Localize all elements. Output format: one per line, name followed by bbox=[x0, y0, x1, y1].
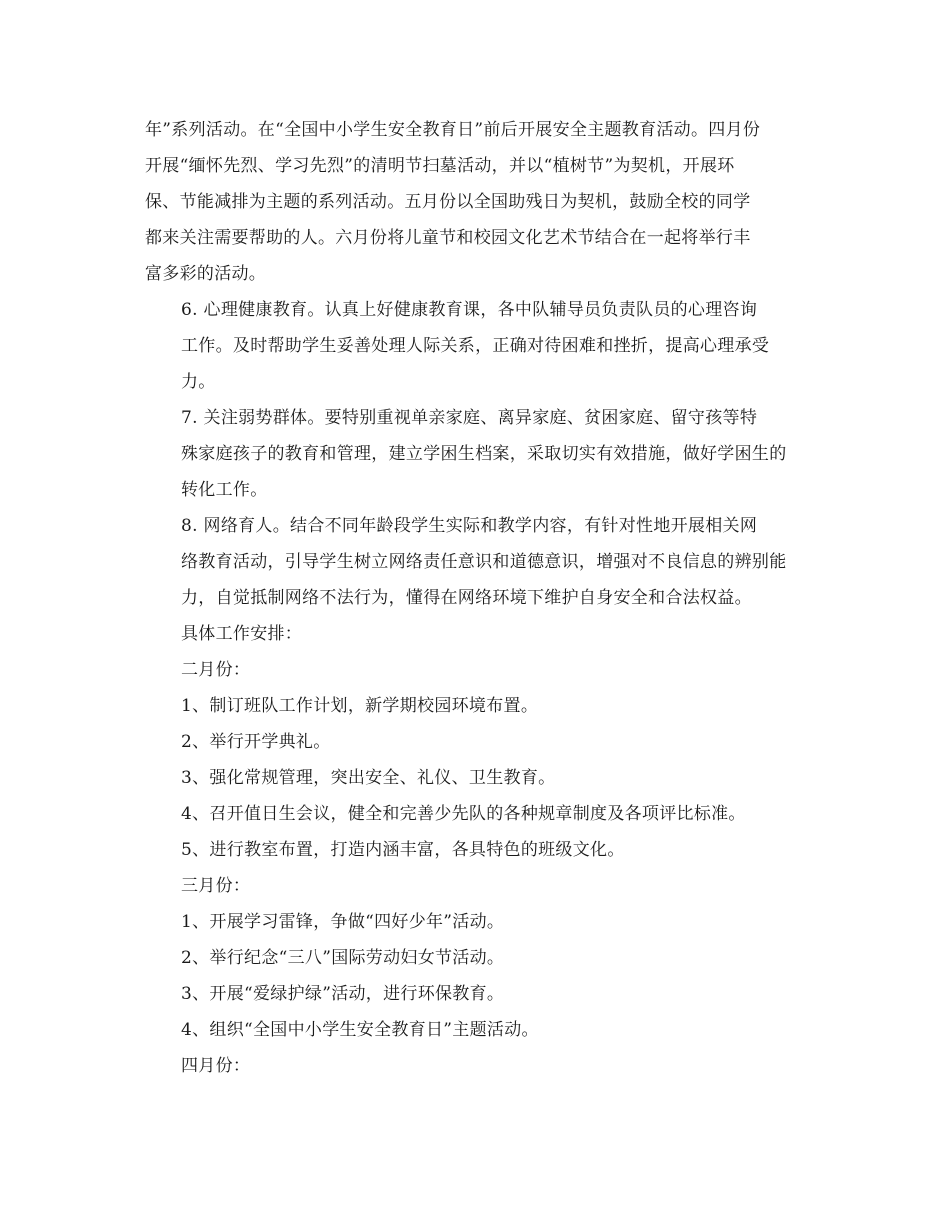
text-line: 二月份： bbox=[181, 660, 251, 680]
text-line: 工作。及时帮助学生妥善处理人际关系，正确对待困难和挫折，提高心理承受 bbox=[181, 336, 770, 356]
text-line: 四月份： bbox=[181, 1056, 251, 1076]
text-line: 3、强化常规管理，突出安全、礼仪、卫生教育。 bbox=[181, 768, 556, 788]
text-line: 保、节能减排为主题的系列活动。五月份以全国助残日为契机，鼓励全校的同学 bbox=[145, 192, 751, 212]
document-page bbox=[145, 112, 805, 1084]
text-line: 1、制订班队工作计划，新学期校园环境布置。 bbox=[181, 696, 539, 716]
text-line: 8. 网络育人。结合不同年龄段学生实际和教学内容，有针对性地开展相关网 bbox=[181, 516, 758, 536]
text-line: 络教育活动，引导学生树立网络责任意识和道德意识，增强对不良信息的辨别能 bbox=[181, 552, 787, 572]
paragraph bbox=[145, 940, 805, 976]
paragraph bbox=[145, 292, 805, 400]
paragraph bbox=[145, 400, 805, 508]
text-line: 6. 心理健康教育。认真上好健康教育课，各中队辅导员负责队员的心理咨询 bbox=[181, 300, 758, 320]
text-line: 5、进行教室布置，打造内涵丰富，各具特色的班级文化。 bbox=[181, 840, 625, 860]
paragraph bbox=[145, 976, 805, 1012]
paragraph bbox=[145, 904, 805, 940]
paragraph bbox=[145, 112, 805, 292]
text-line: 1、开展学习雷锋，争做“四好少年”活动。 bbox=[181, 912, 505, 932]
paragraph bbox=[145, 616, 805, 652]
paragraph bbox=[145, 832, 805, 868]
paragraph bbox=[145, 724, 805, 760]
paragraph bbox=[145, 868, 805, 904]
text-line: 富多彩的活动。 bbox=[145, 264, 267, 284]
text-line: 2、举行纪念“三八”国际劳动妇女节活动。 bbox=[181, 948, 505, 968]
text-line: 转化工作。 bbox=[181, 480, 268, 500]
paragraph bbox=[145, 508, 805, 616]
text-line: 开展“缅怀先烈、学习先烈”的清明节扫墓活动，并以“植树节”为契机，开展环 bbox=[145, 156, 735, 176]
text-line: 2、举行开学典礼。 bbox=[181, 732, 331, 752]
text-line: 三月份： bbox=[181, 876, 251, 896]
text-line: 年”系列活动。在“全国中小学生安全教育日”前后开展安全主题教育活动。四月份 bbox=[145, 120, 761, 140]
text-line: 具体工作安排： bbox=[181, 624, 303, 644]
text-line: 4、组织“全国中小学生安全教育日”主题活动。 bbox=[181, 1020, 539, 1040]
paragraph bbox=[145, 652, 805, 688]
text-line: 4、召开值日生会议，健全和完善少先队的各种规章制度及各项评比标准。 bbox=[181, 804, 746, 824]
paragraph bbox=[145, 1048, 805, 1084]
text-line: 都来关注需要帮助的人。六月份将儿童节和校园文化艺术节结合在一起将举行丰 bbox=[145, 228, 751, 248]
paragraph bbox=[145, 1012, 805, 1048]
text-line: 7. 关注弱势群体。要特别重视单亲家庭、离异家庭、贫困家庭、留守孩等特 bbox=[181, 408, 758, 428]
text-line: 殊家庭孩子的教育和管理，建立学困生档案，采取切实有效措施，做好学困生的 bbox=[181, 444, 787, 464]
paragraph bbox=[145, 688, 805, 724]
text-line: 3、开展“爱绿护绿”活动，进行环保教育。 bbox=[181, 984, 505, 1004]
text-line: 力，自觉抵制网络不法行为，懂得在网络环境下维护自身安全和合法权益。 bbox=[181, 588, 752, 608]
paragraph bbox=[145, 796, 805, 832]
text-line: 力。 bbox=[181, 372, 216, 392]
paragraph bbox=[145, 760, 805, 796]
